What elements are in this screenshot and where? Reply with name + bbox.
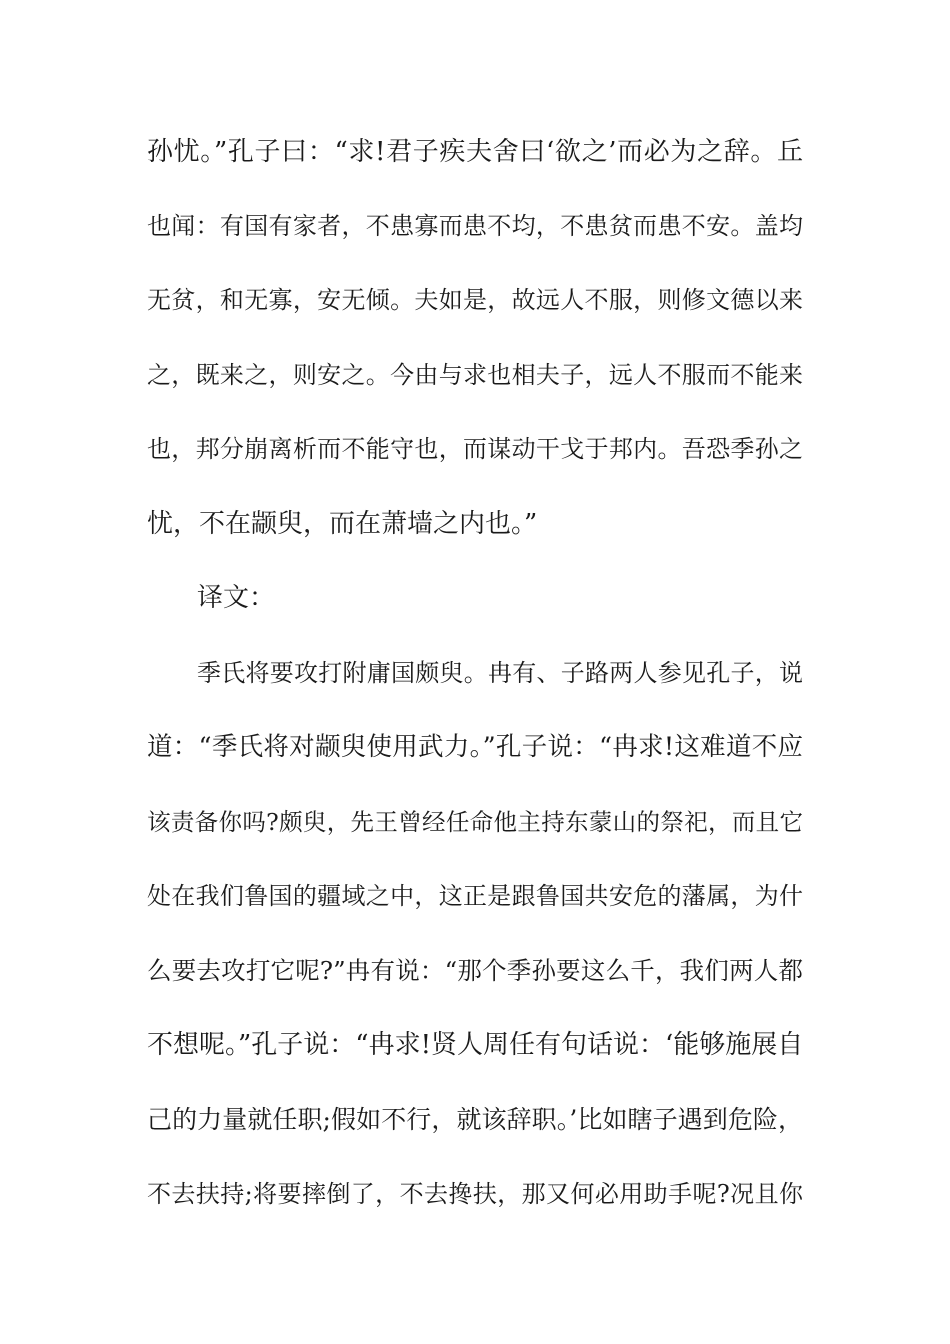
section-heading: 译文： [197, 583, 276, 613]
text-line: 不想呢。”孔子说：“冉求!贤人周任有句话说：‘能够施展自 [147, 1030, 804, 1060]
text-line: 忧，不在颛臾，而在萧墙之内也。” [147, 509, 538, 539]
text-line: 该责备你吗?颇臾，先王曾经任命他主持东蒙山的祭祀，而且它 [147, 808, 803, 836]
text-line: 不去扶持;将要摔倒了，不去搀扶，那又何必用助手呢?况且你 [147, 1180, 803, 1208]
text-line: 无贫，和无寡，安无倾。夫如是，故远人不服，则修文德以来 [147, 286, 803, 314]
text-line: 也，邦分崩离析而不能守也，而谋动干戈于邦内。吾恐季孙之 [147, 435, 803, 463]
text-line: 己的力量就任职;假如不行，就该辞职。’比如瞎子遇到危险， [147, 1105, 803, 1134]
text-line: 处在我们鲁国的疆域之中，这正是跟鲁国共安危的藩属，为什 [147, 882, 803, 910]
text-line: 孙忧。”孔子曰：“求!君子疾夫舍曰‘欲之’而必为之辞。丘 [147, 137, 803, 167]
text-line: 季氏将要攻打附庸国颇臾。冉有、子路两人参见孔子，说 [197, 659, 803, 687]
text-line: 之，既来之，则安之。今由与求也相夫子，远人不服而不能来 [147, 361, 803, 389]
text-line: 么要去攻打它呢?”冉有说：“那个季孙要这么千，我们两人都 [147, 956, 803, 985]
text-line: 道：“季氏将对颛臾使用武力。”孔子说：“冉求!这难道不应 [147, 732, 803, 762]
text-line: 也闻：有国有家者，不患寡而患不均，不患贫而患不安。盖均 [147, 212, 803, 240]
